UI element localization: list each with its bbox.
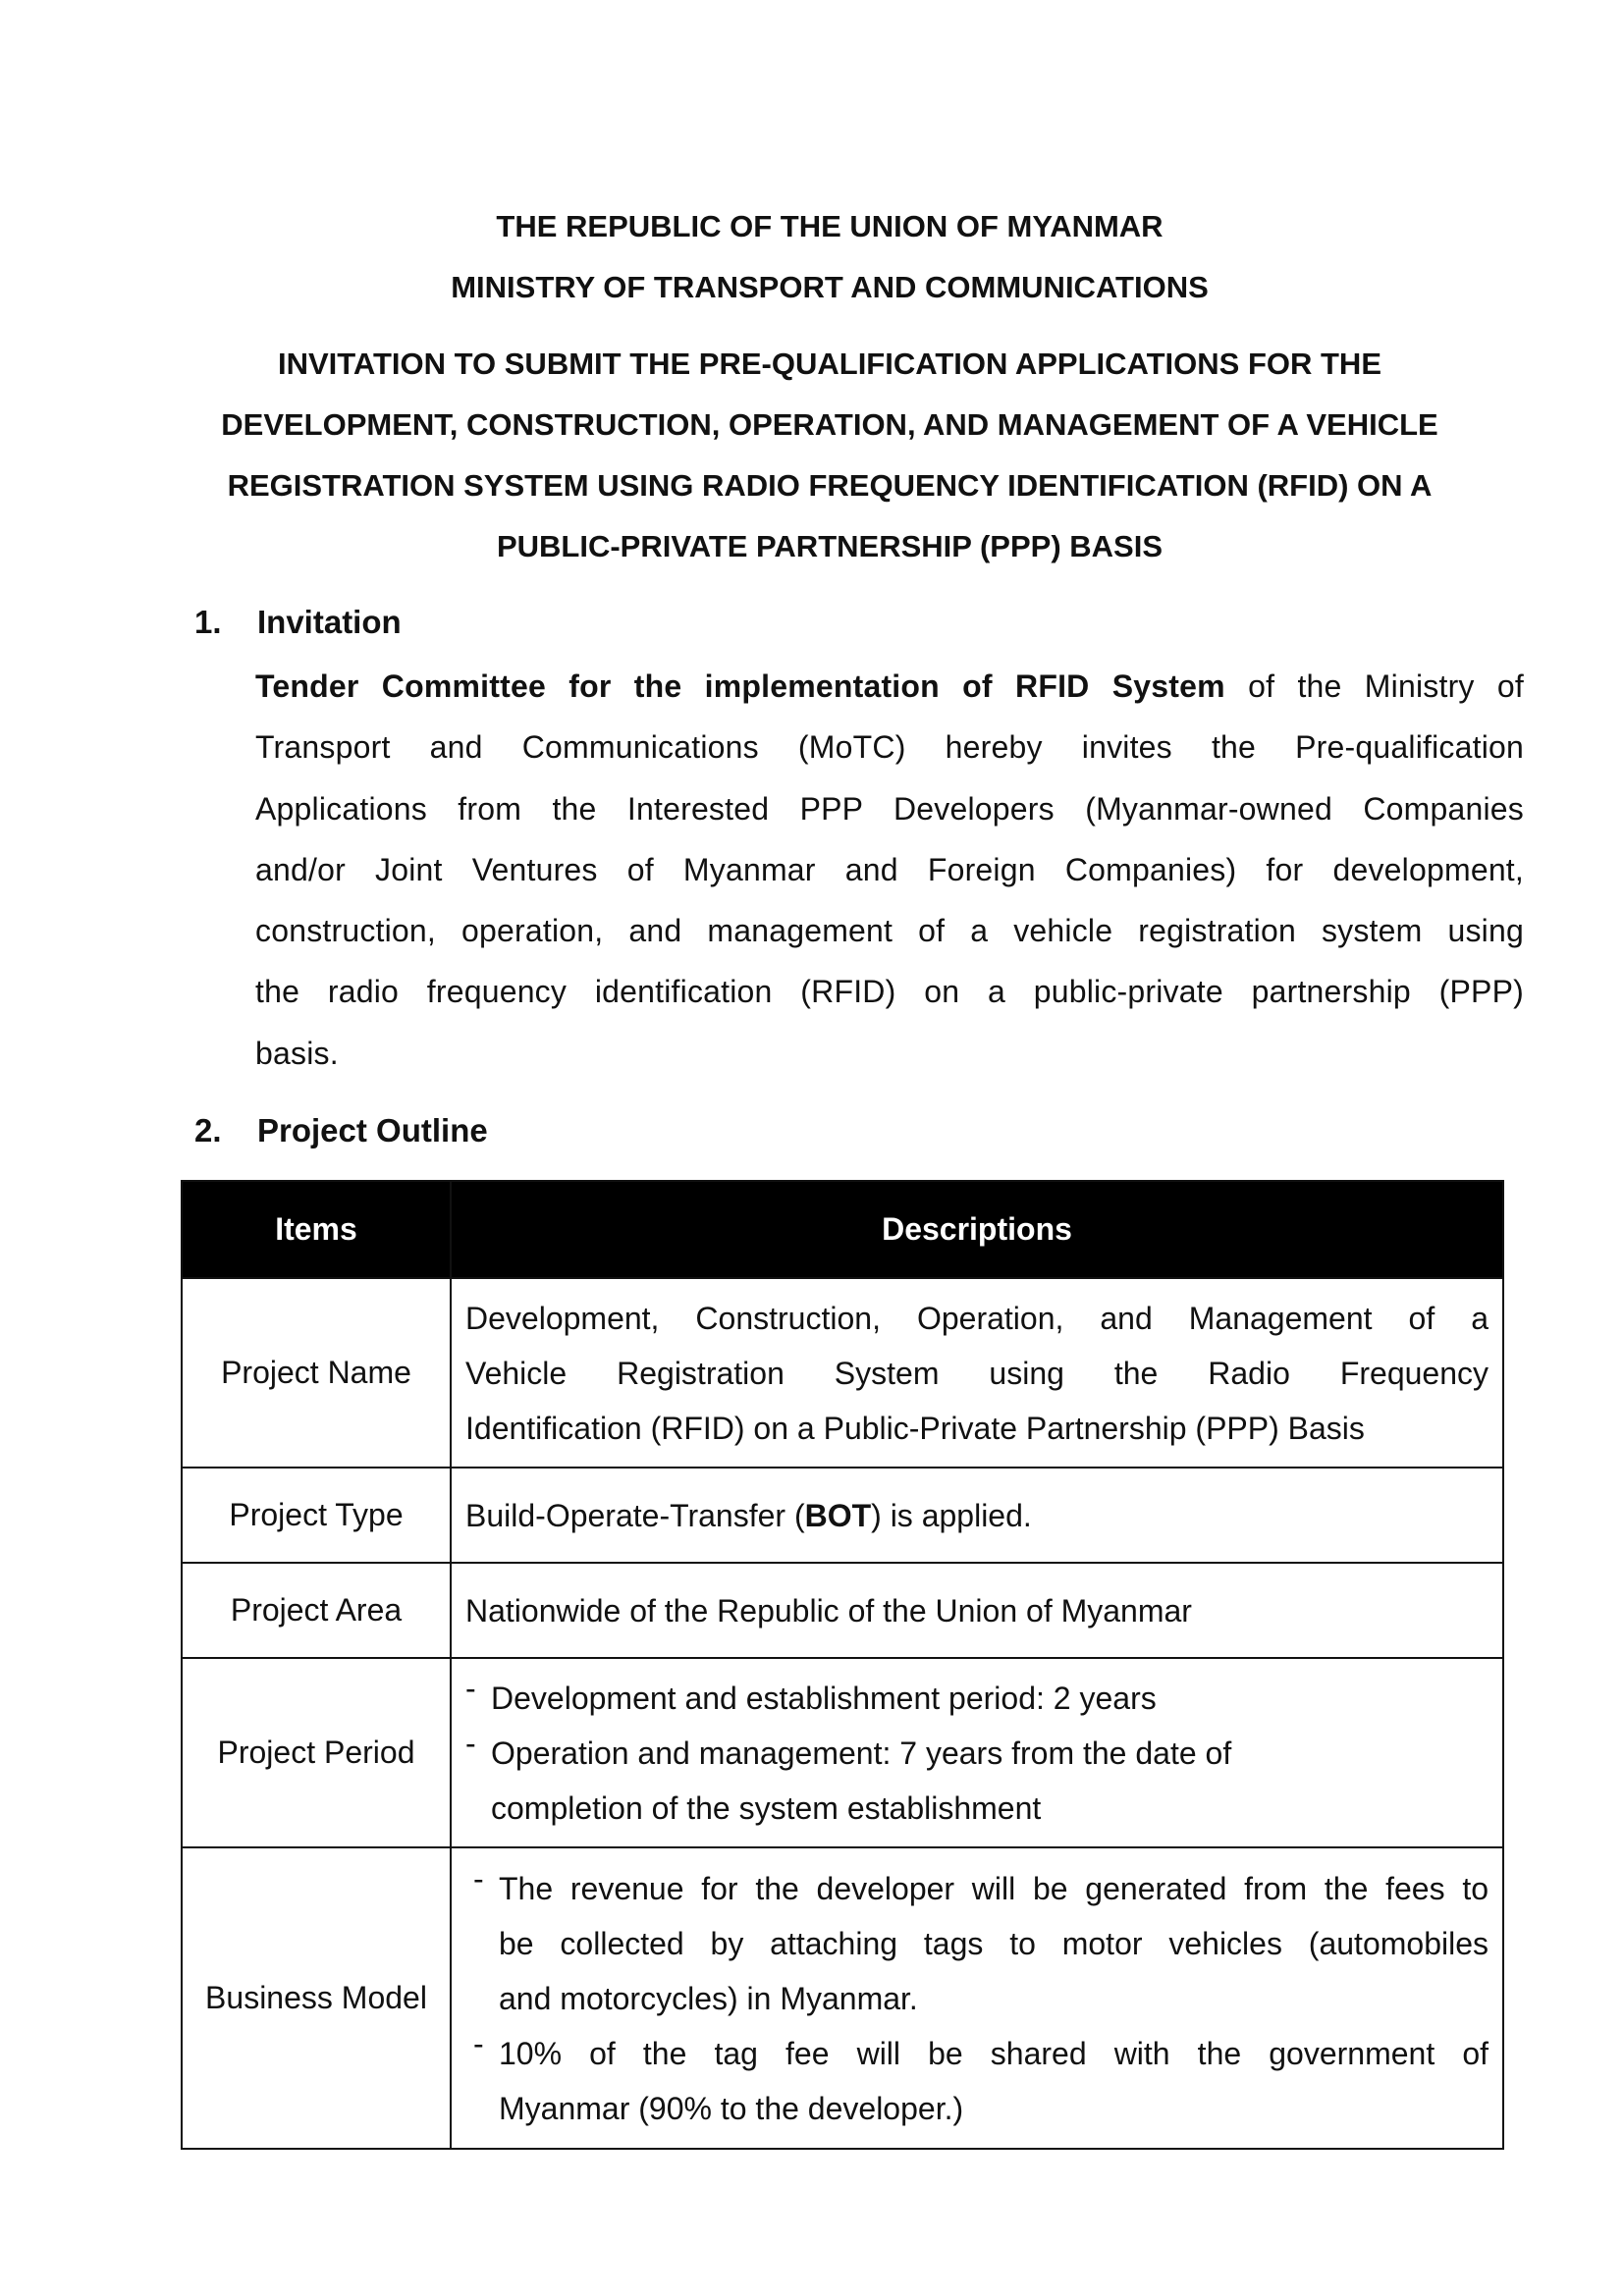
column-header-items: Items — [182, 1181, 451, 1278]
ministry-heading: MINISTRY OF TRANSPORT AND COMMUNICATIONS — [451, 270, 1209, 304]
section-heading-project-outline — [194, 1109, 488, 1152]
document-header — [177, 196, 1483, 577]
paragraph-line: Transport and Communications (MoTC) hereby invites the Pre-qualification — [255, 729, 1524, 766]
business-model-description — [451, 1847, 1503, 2149]
table-header-row — [182, 1181, 1503, 1278]
title-line: PUBLIC-PRIVATE PARTNERSHIP (PPP) BASIS — [496, 529, 1164, 563]
section-heading-invitation — [194, 601, 402, 644]
paragraph-line: construction, operation, and management of a vehicle registration system using — [255, 913, 1524, 949]
section-number: 1. — [194, 604, 222, 640]
project-area-description: Nationwide of the Republic of the Union of Myanmar — [451, 1563, 1503, 1658]
table-row — [182, 1278, 1503, 1468]
column-header-descriptions: Descriptions — [451, 1181, 1503, 1278]
row-label-project-type: Project Type — [182, 1468, 451, 1563]
title-line: DEVELOPMENT, CONSTRUCTION, OPERATION, AND MANAGEMENT OF A VEHICLE — [221, 407, 1438, 442]
row-label-project-area: Project Area — [182, 1563, 451, 1658]
row-label-project-period: Project Period — [182, 1658, 451, 1847]
project-period-description — [451, 1658, 1503, 1847]
country-heading: THE REPUBLIC OF THE UNION OF MYANMAR — [496, 209, 1164, 243]
table-row — [182, 1658, 1503, 1847]
title-line: REGISTRATION SYSTEM USING RADIO FREQUENCY IDENTIFICATION (RFID) ON A — [227, 468, 1433, 503]
title-line: INVITATION TO SUBMIT THE PRE-QUALIFICATION APPLICATIONS FOR THE — [277, 347, 1381, 381]
invitation-paragraph — [255, 656, 1524, 1084]
list-item: - Development and establishment period: 2 years — [465, 1670, 1157, 1716]
row-label-business-model: Business Model — [182, 1847, 451, 2149]
section-number: 2. — [194, 1112, 222, 1148]
section-title: Invitation — [257, 604, 402, 640]
paragraph-line: Applications from the Interested PPP Developers (Myanmar-owned Companies — [255, 790, 1524, 827]
table-row — [182, 1468, 1503, 1563]
list-item: - 10% of the tag fee will be shared with the government of Myanmar (90% to the developer.) — [473, 2025, 1489, 2126]
row-label-project-name: Project Name — [182, 1278, 451, 1468]
project-outline-table — [181, 1180, 1504, 2150]
project-name-description: Development, Construction, Operation, and Management of a Vehicle Registration System using the Radio Frequency Identification (RFID) on a Public-Private Partnership (PPP) Basis — [451, 1278, 1503, 1468]
paragraph-line: and/or Joint Ventures of Myanmar and Foreign Companies) for development, — [255, 851, 1524, 887]
paragraph-line: basis. — [255, 1035, 339, 1071]
table-row — [182, 1563, 1503, 1658]
project-type-description: Build-Operate-Transfer (BOT) is applied. — [451, 1468, 1503, 1563]
list-item: - The revenue for the developer will be generated from the fees to be collected by attaching tags to motor vehicles (automobiles and motorcycles) in Myanmar. — [473, 1860, 1489, 2016]
paragraph-line: Tender Committee for the implementation of RFID System of the Ministry of — [255, 668, 1524, 704]
tender-committee-bold: Tender Committee for the implementation of RFID System — [255, 668, 1225, 704]
section-title: Project Outline — [257, 1112, 488, 1148]
paragraph-line: the radio frequency identification (RFID) on a public-private partnership (PPP) — [255, 974, 1524, 1010]
bot-bold: BOT — [804, 1497, 872, 1533]
table-row — [182, 1847, 1503, 2149]
list-item: - Operation and management: 7 years from the date of completion of the system establishment — [465, 1725, 1232, 1826]
